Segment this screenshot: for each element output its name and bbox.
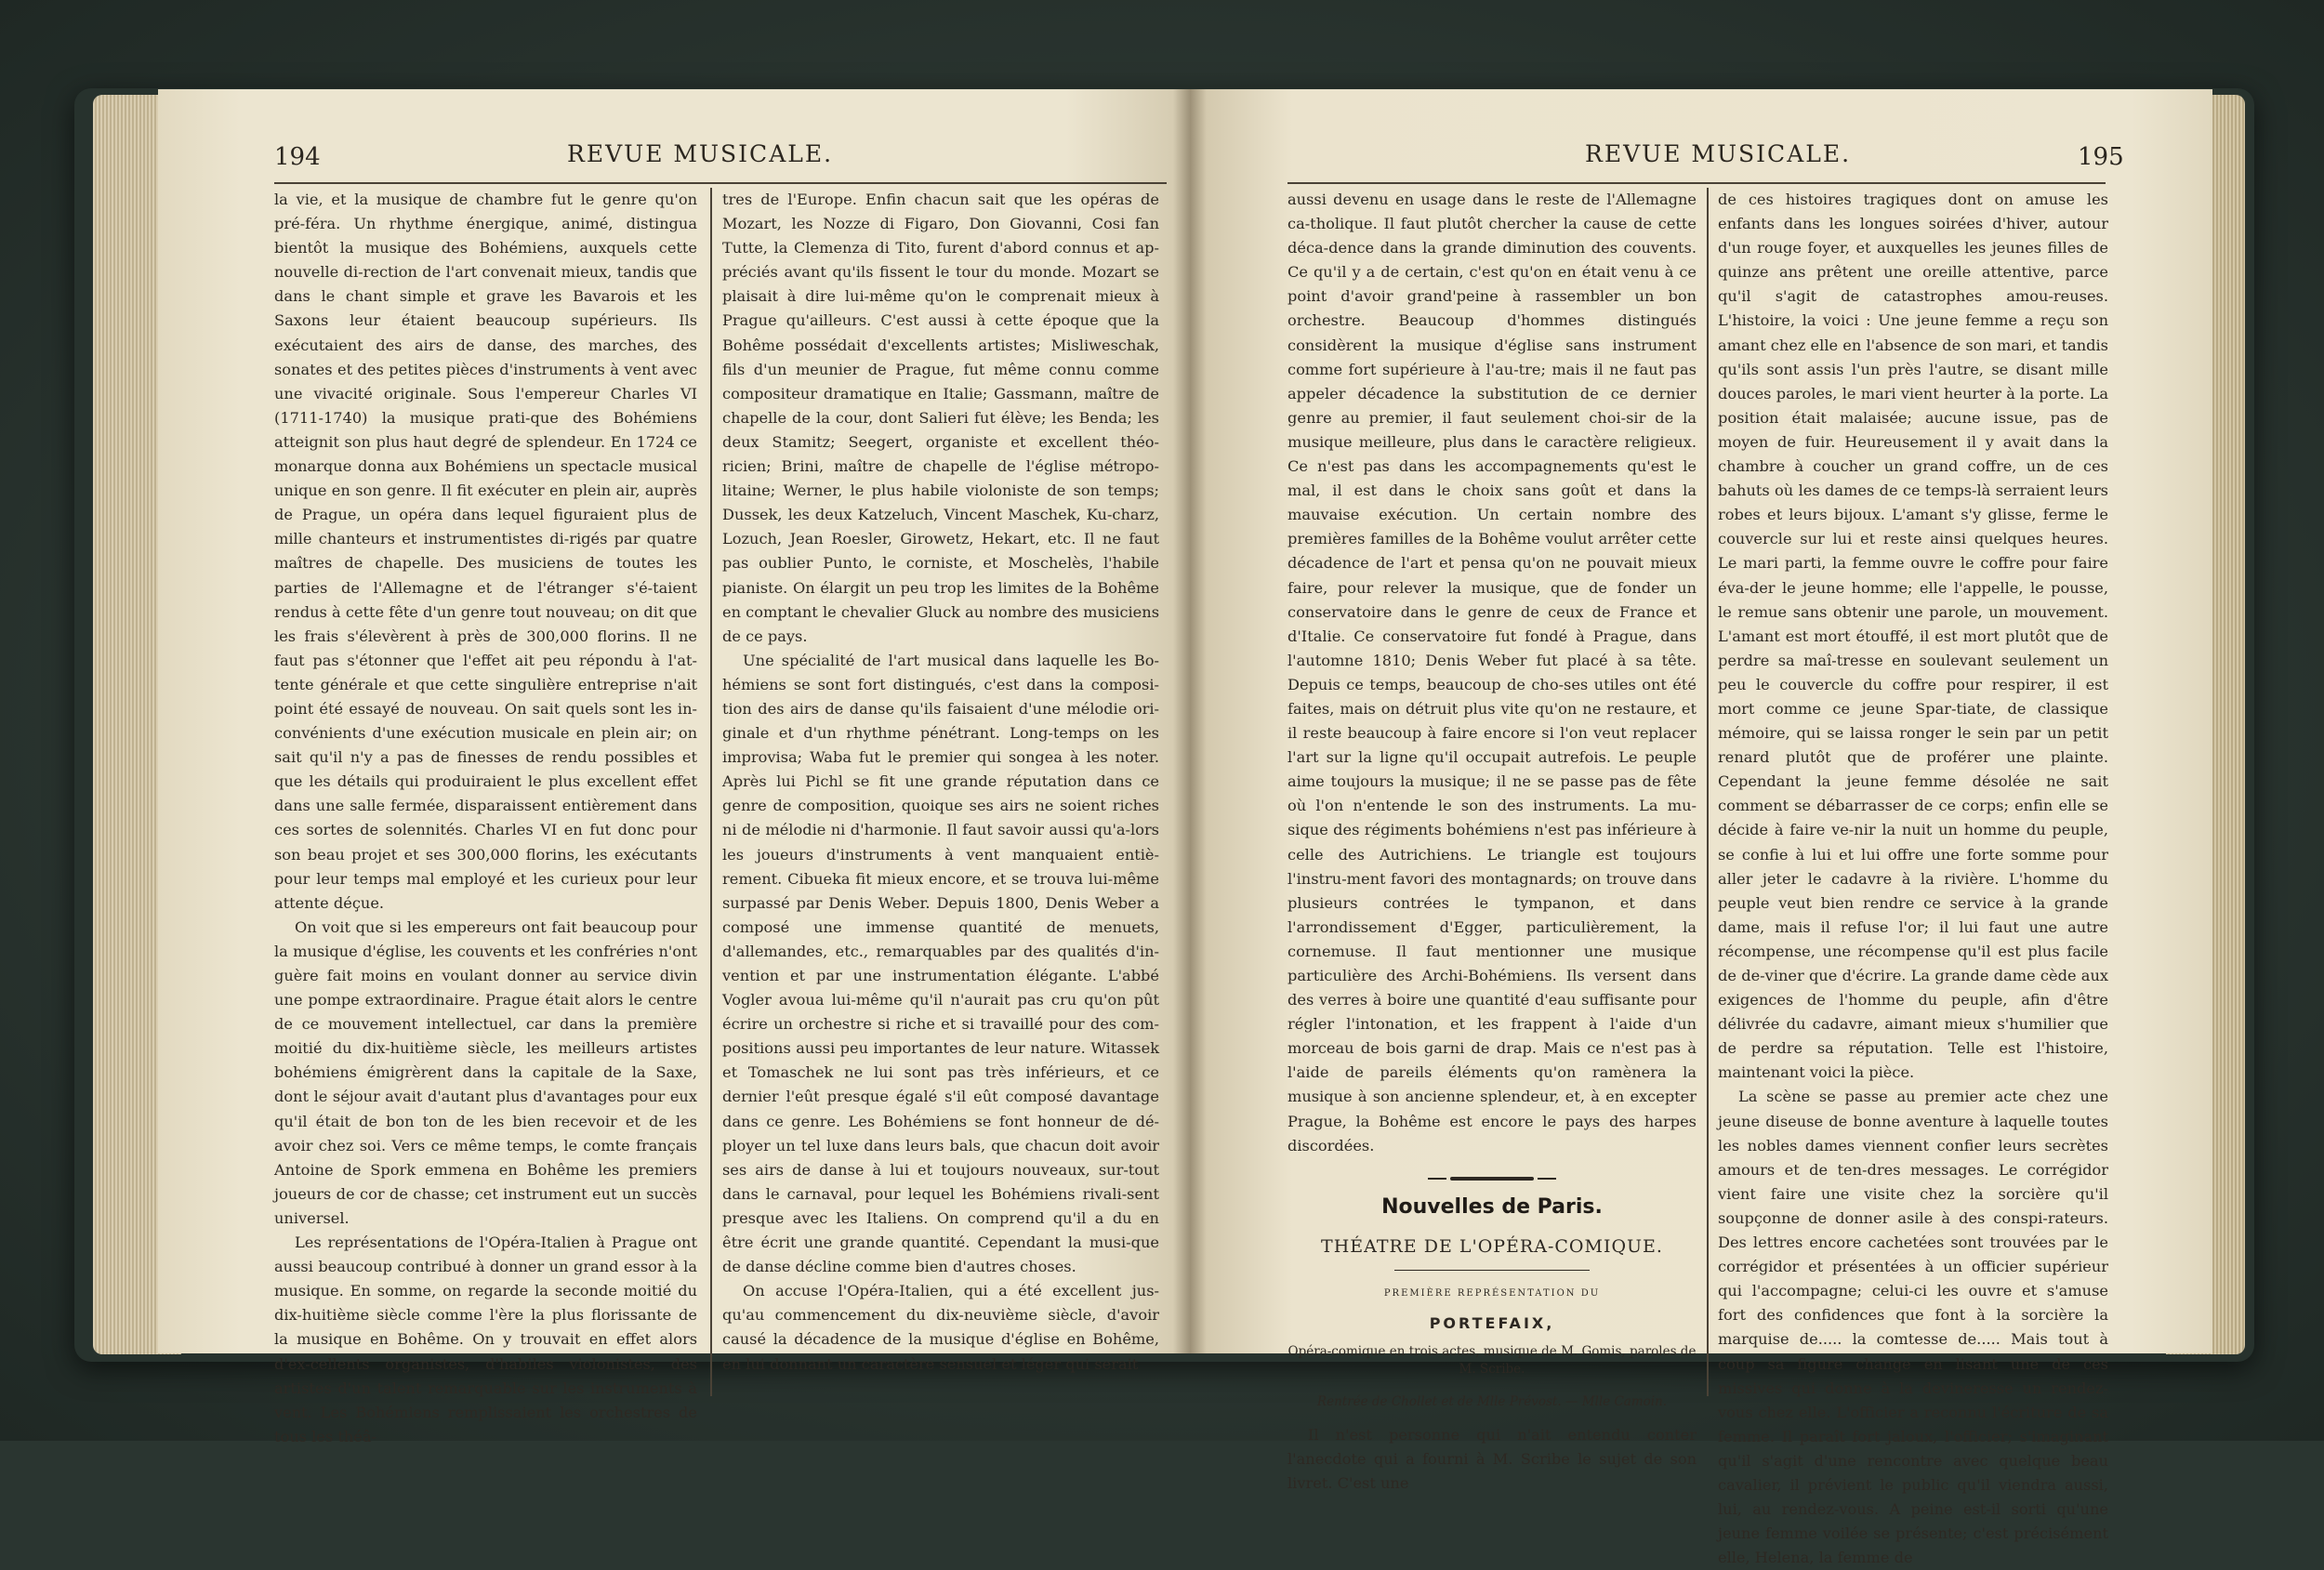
theatre-heading: THÉATRE DE L'OPÉRA-COMIQUE.	[1321, 1235, 1663, 1257]
paragraph: tres de l'Europe. Enfin chacun sait que les opéras de Mozart, les Nozze di Figaro, Don Giovanni, Cosi fan Tutte, la Clemenza di Tito, furent d'abord connus et ap-préciés avant qu'ils fissent le tour du monde. Mozart se plaisait à dire lui-même qu'on le comprenait mieux à Prague qu'ailleurs. C'est aussi à cette époque que la Bohême possédait d'excellents artistes; Misliweschak, fils d'un meunier de Prague, fut même connu comme compositeur dramatique en Italie; Gassmann, maître de chapelle de la cour, dont Salieri fut élève; les Benda; les deux Stamitz; Seegert, organiste et excellent théo-ricien; Brini, maître de chapelle de l'église métropo-litaine; Werner, le plus habile violoniste de son temps; Dussek, les deux Katzeluch, Vincent Maschek, Ku-charz, Lozuch, Jean Roesler, Girowetz, Hekart, etc. Il ne faut pas oublier Punto, le corniste, et Moschelès, l'habile pianiste. On élargit un peu trop les limites de la Bohême en comptant le chevalier Gluck au nombre des musiciens de ce pays.	[722, 191, 1159, 645]
running-head-left: REVUE MUSICALE.	[567, 140, 834, 167]
header-rule-right	[1287, 182, 2106, 184]
column-divider-left	[710, 188, 712, 1396]
paragraph: On voit que si les empereurs ont fait beaucoup pour la musique d'église, les couvents et les confréries n'ont guère fait moins en voulant donner au service divin une pompe extraordinaire. Prague était alors le centre de ce mouvement intellectuel, car dans la première moitié du dix-huitième siècle, les meilleurs artistes bohémiens émigrèrent dans la capitale de la Saxe, dont le séjour avait d'autant plus d'avantages pour eux qu'il était de bon ton de les bien recevoir et de les avoir chez soi. Vers ce même temps, le comte français Antoine de Spork emmena en Bohême les premiers joueurs de cor de chasse; cet instrument eut un succès universel.	[274, 917, 697, 1227]
premiere-line: PREMIÈRE REPRÉSENTATION DU	[1383, 1287, 1601, 1299]
paragraph: La scène se passe au premier acte chez une jeune diseuse de bonne aventure à laquelle toutes les nobles dames viennent confier leurs secrètes amours et de ten-dres messages. Le corrégidor vient faire une visite chez la sorcière qu'il soupçonne de donner asile à des conspi-rateurs. Des lettres encore cachetées sont trouvées par le corrégidor et présentées à un officier supérieur qui l'accompagne; celui-ci les ouvre et s'amuse fort des confidences que font à la sorcière la marquise de..... la comtesse de..... Mais tout à coup sa figure change en lisant une de ces missives qui donne à la devineresse un rendez-vous chez elle. L'officier a reconnu l'écriture de sa femme. Il paraît fort jaloux, l'officier; s'imaginant qu'il s'agit d'une rencontre avec quelque beau cavalier, il prévient le public qu'il viendra aussi, lui, au rendez-vous. A peine est-il sorti qu'une jeune femme voilée se présente; c'est précisément elle, Helena, la femme de	[1718, 1088, 2108, 1567]
book-gutter	[1173, 89, 1207, 1353]
paragraph: Les représentations de l'Opéra-Italien à Prague ont aussi beaucoup contribué à donner un grand essor à la musique. En somme, on regarde la seconde moitié du dix-huitième siècle comme l'ère la plus florissante de la musique en Bohême. On y trouvait en effet alors d'ex-cellents organistes, d'habiles violonistes, des artistes d'un talent remarquable sur les instruments à vent. Les Bohémiens remplissaient les orchestres de tous les théâ-	[274, 1234, 697, 1445]
paragraph: aussi devenu en usage dans le reste de l'Allemagne ca-tholique. Il faut plutôt chercher la cause de cette déca-dence dans la grande diminution des couvents. Ce qu'il y a de certain, c'est qu'on en était venu à ce point d'avoir grand'peine à rassembler un bon orchestre. Beaucoup d'hommes distingués considèrent la musique d'église sans instrument comme fort supérieure à l'au-tre; mais il ne faut pas appeler décadence la substitution de ce dernier genre au premier, il faut seulement choi-sir de la musique meilleure, plus dans le caractère religieux. Ce n'est pas dans les accompagnements qu'est le mal, il est dans le choix sans goût et dans la mauvaise exécution. Un certain nombre des premières familles de la Bohême voulut arrêter cette décadence de l'art et pensa qu'on ne pouvait mieux faire, pour relever la musique, que de fonder un conservatoire dans le genre de ceux de France et d'Italie. Ce conservatoire fut fondé à Prague, dans l'automne 1810; Denis Weber fut placé à sa tête. Depuis ce temps, beaucoup de cho-ses utiles ont été faites, mais on détruit plus vite qu'on ne restaure, et il reste beaucoup à faire encore si l'on veut replacer l'art sur la ligne qu'il occupait autrefois. Le peuple aime toujours la musique; il ne se passe pas de fête où l'on n'entende le son des instruments. La mu-sique des régiments bohémiens n'est pas inférieure à celle des Autrichiens. Le triangle est toujours l'instru-ment favori des montagnards; on trouve dans plusieurs contrées le tympanon, et dans l'arrondissement d'Egger, particulièrement, la cornemuse. Il faut mentionner une musique particulière des Archi-Bohémiens. Ils versent dans des verres à boire une quantité d'eau suffisante pour régler l'intonation, et les frappent à l'aide d'un morceau de bois garni de drap. Mais ce n'est pas à l'aide de pareils éléments qu'on ramènera la musique à son ancienne splendeur, et, à en excepter Prague, la Bohême est encore le pays des harpes discordées.	[1287, 191, 1697, 1154]
paragraph: Une spécialité de l'art musical dans laquelle les Bo-hémiens se sont fort distingués, c'est dans la composi-tion des airs de danse qu'ils faisaient d'une mélodie ori-ginale et d'un rhythme pénétrant. Long-temps on les improvisa; Waba fut le premier qui songea à les noter. Après lui Pichl se fit une grande réputation dans ce genre de composition, quoique ses airs ne soient riches ni de mélodie ni d'harmonie. Il faut savoir aussi qu'a-lors les joueurs d'instruments à vent manquaient entiè-rement. Cibueka fit mieux encore, et se trouva lui-même surpassé par Denis Weber. Depuis 1800, Denis Weber a composé une immense quantité de menuets, d'allemandes, etc., remarquables par des qualités d'in-vention et par une instrumentation élégante. L'abbé Vogler avoua lui-même qu'il n'aurait pas cru qu'on pût écrire un orchestre si riche et si travaillé pour des com-positions aussi peu importantes de leur nature. Witassek et Tomaschek ne lui sont pas très inférieurs, et ce dernier l'eût presque égalé s'il eût composé davantage dans ce genre. Les Bohémiens se font honneur de dé-ployer un tel luxe dans leurs bals, que chacun doit avoir ses airs de danse à lui et toujours nouveaux, sur-tout dans le carnaval, pour lequel les Bohémiens rivali-sent presque avec les Italiens. On comprend qu'il a du en être écrit une grande quantité. Cependant la musi-que de danse décline comme bien d'autres choses.	[722, 651, 1159, 1276]
page-number-left: 194	[274, 143, 321, 171]
play-subtitle: Opéra-comique en trois actes, musique de M. Gomis, paroles de M. Scribe.	[1287, 1344, 1697, 1378]
right-column-2	[1718, 188, 2108, 1570]
running-head-right: REVUE MUSICALE.	[1585, 140, 1852, 167]
left-column-2	[722, 188, 1159, 1377]
play-title: PORTEFAIX,	[1429, 1314, 1555, 1333]
paragraph: On accuse l'Opéra-Italien, qui a été excellent jus-qu'au commencement du dix-neuvième siècle, d'avoir causé la décadence de la musique d'église en Bohême, en lui donnant un caractère sensuel et léger qui serait	[722, 1282, 1159, 1373]
paragraph: la vie, et la musique de chambre fut le genre qu'on pré-féra. Un rhythme énergique, animé, distingua bientôt la musique des Bohémiens, auxquels cette nouvelle di-rection de l'art convenait mieux, tandis que dans le chant simple et grave les Bavarois et les Saxons leur étaient beaucoup supérieurs. Ils exécutaient des airs de danse, des marches, des sonates et des petites pièces d'instruments à vent avec une vivacité originale. Sous l'empereur Charles VI (1711-1740) la musique prati-que des Bohémiens atteignit son plus haut degré de splendeur. En 1724 ce monarque donna aux Bohémiens un spectacle musical unique en son genre. Il fit exécuter en plein air, auprès de Prague, un opéra dans lequel figuraient plus de mille chanteurs et instrumentistes di-rigés par quatre maîtres de chapelle. Des musiciens de toutes les parties de l'Allemagne et de l'étranger s'é-taient rendus à cette fête d'un genre tout nouveau; on dit que les frais s'élevèrent à près de 300,000 florins. Il ne faut pas s'étonner que l'effet ait peu répondu à l'at-tente générale et que cette singulière entreprise n'ait point été essayé de nouveau. On sait quels sont les in-convénients d'une exécution musicale en plein air; on sait qu'il n'y a pas de finesses de rendu possibles et que les détails qui produiraient le plus excellent effet dans une salle fermée, disparaissent entièrement dans ces sortes de solennités. Charles VI en fut donc pour son beau projet et ses 300,000 florins, les exécutants pour leur temps mal employé et les curieux pour leur attente déçue.	[274, 191, 697, 912]
left-page	[158, 89, 1190, 1445]
right-page	[1190, 89, 2212, 1567]
section-title: Nouvelles de Paris.	[1381, 1194, 1603, 1219]
ornament-divider	[1450, 1177, 1534, 1181]
column-divider-right	[1707, 188, 1709, 1396]
left-column-1	[274, 188, 697, 1449]
page-number-right: 195	[2078, 143, 2124, 171]
right-column-1	[1287, 188, 1697, 1497]
header-rule-left	[274, 182, 1167, 184]
paragraph: de ces histoires tragiques dont on amuse les enfants dans les longues soirées d'hiver, autour d'un rouge foyer, et auxquelles les jeunes filles de quinze ans prêtent une oreille attentive, parce qu'il s'agit de catastrophes amou-reuses. L'histoire, la voici : Une jeune femme a reçu son amant chez elle en l'absence de son mari, et tandis qu'ils sont assis l'un près l'autre, se disant mille douces paroles, le mari vient heurter à la porte. La position était malaisée; aucune issue, pas de moyen de fuir. Heureusement il y avait dans la chambre à coucher un grand coffre, un de ces bahuts où les dames de ce temps-là serraient leurs robes et leurs bijoux. L'amant s'y glisse, ferme le couvercle sur lui et reste ainsi quelques heures. Le mari parti, la femme ouvre le coffre pour faire éva-der le jeune homme; elle l'appelle, le pousse, le remue sans obtenir une parole, un mouvement. L'amant est mort étouffé, il est mort plutôt que de perdre sa maî-tresse en soulevant seulement un peu le couvercle du coffre pour respirer, il est mort comme ce jeune Spar-tiate, de classique mémoire, qui se laissa ronger le sein par un petit renard plutôt que de proférer une plainte. Cependant la jeune femme désolée ne sait comment se débarrasser de ce corps; enfin elle se décide à faire ve-nir la nuit un homme du peuple, se confie à lui et lui offre une forte somme pour aller jeter le cadavre à la rivière. L'homme du peuple veut bien rendre ce service à la grande dame, mais il refuse l'or; il lui faut une autre récompense, une récompense qu'il est plus facile de de-viner que d'écrire. La grande dame cède aux exigences de l'homme du peuple, afin d'être délivrée du cadavre, aimant mieux s'humilier que de perdre sa réputation. Telle est l'histoire, maintenant voici la pièce.	[1718, 191, 2108, 1082]
small-rule	[1394, 1270, 1590, 1271]
paragraph: Il n'est personne qui n'ait entendu conter l'anecdote qui a fourni à M. Scribe le sujet de son livret. C'est une	[1287, 1426, 1697, 1493]
cast-line: Rentrée de Chollet et de Mlle Prévost. — Mlle Camoin.	[1316, 1394, 1668, 1410]
